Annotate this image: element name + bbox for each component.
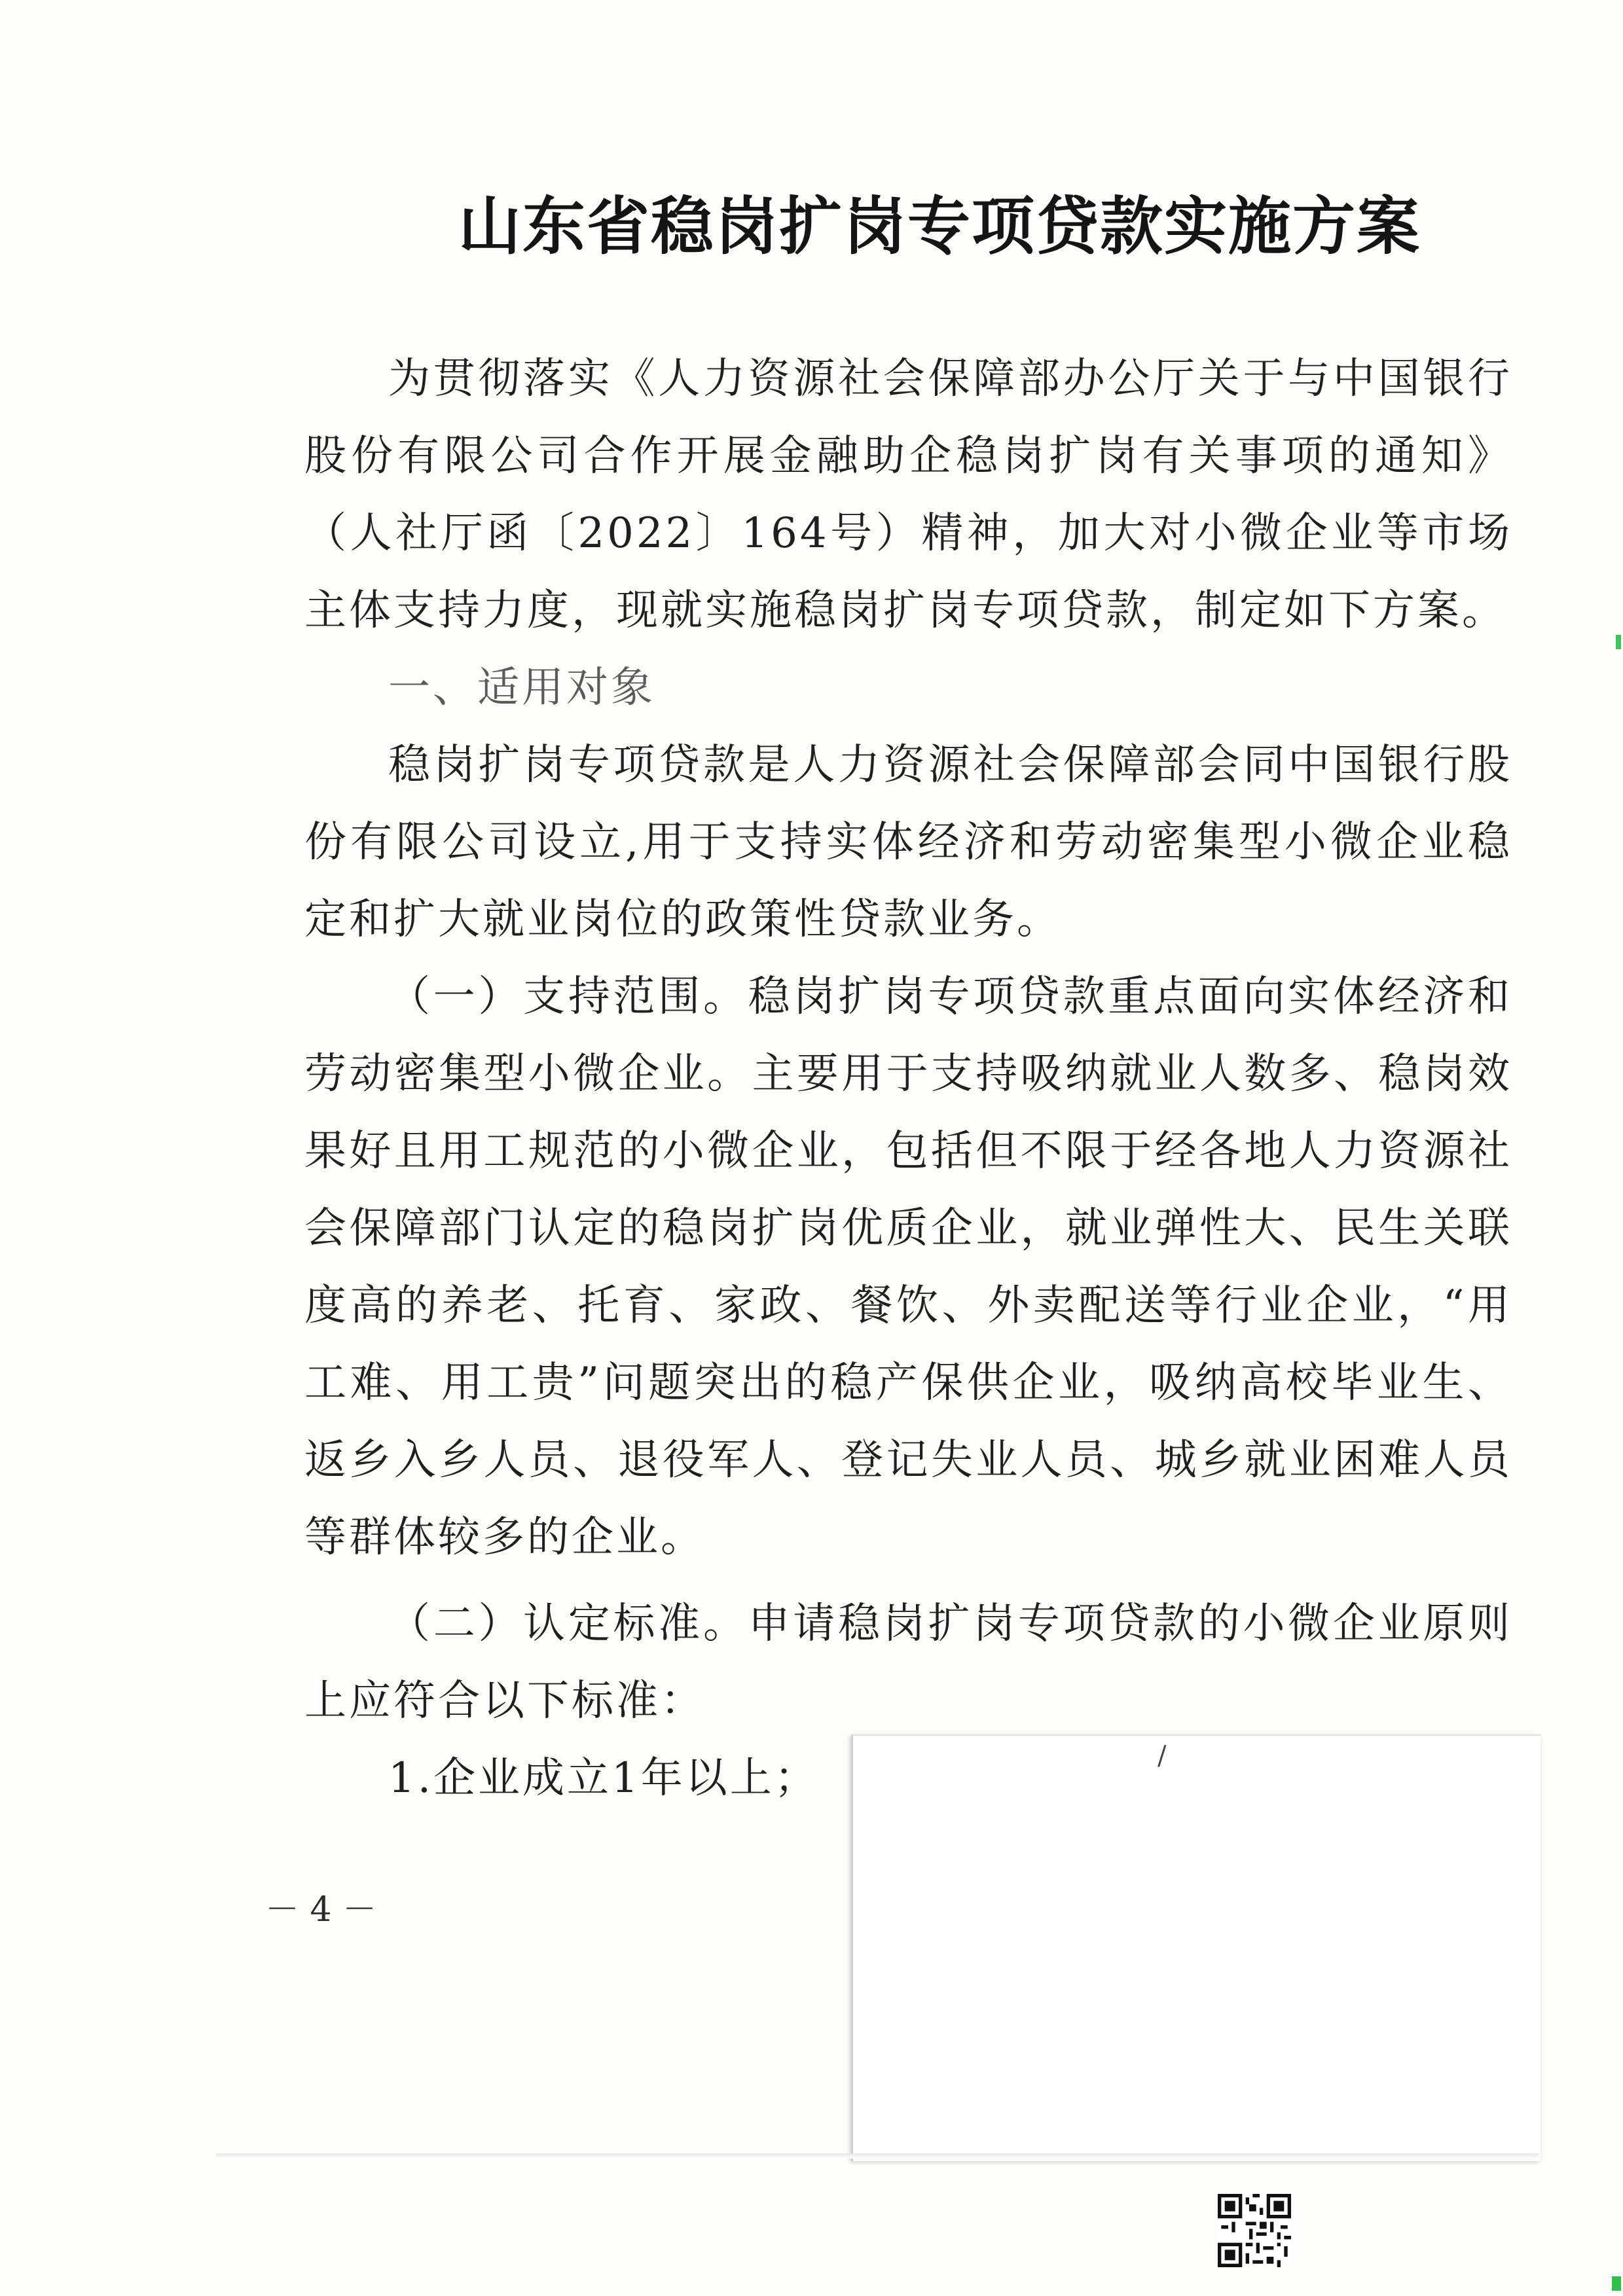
section1-paragraph: 稳岗扩岗专项贷款是人力资源社会保障部会同中国银行股份有限公司设立,用于支持实体经济和劳动密集型小微企业稳定和扩大就业岗位的政策性贷款业务。	[304, 741, 1512, 944]
criteria-item-1: 1.企业成立1年以上；	[388, 1754, 819, 1803]
support-scope-paragraph: （一）支持范围。稳岗扩岗专项贷款重点面向实体经济和劳动密集型小微企业。主要用于支持吸纳就业人数多、稳岗效果好且用工规范的小微企业，包括但不限于经各地人力资源社会保障部门认定的稳岗扩岗优质企业，就业弹性大、民生关联度高的养老、托育、家政、餐饮、外卖配送等行业企业，“用工难、用工贵”问题突出的稳产保供企业，吸纳高校毕业生、返乡入乡人员、退役军人、登记失业人员、城乡就业困难人员等群体较多的企业。	[304, 973, 1512, 1562]
criteria-paragraph: （二）认定标准。申请稳岗扩岗专项贷款的小微企业原则上应符合以下标准：	[304, 1600, 1512, 1725]
page-number: － 4 －	[265, 1890, 377, 1929]
corner-scan-mark	[1612, 2276, 1621, 2291]
document-body	[304, 340, 1512, 1817]
edge-scan-mark	[1616, 635, 1621, 649]
qr-code-icon	[1218, 2194, 1291, 2267]
document-title: 山东省稳岗扩岗专项贷款实施方案	[458, 189, 1421, 263]
intro-paragraph: 为贯彻落实《人力资源社会保障部办公厅关于与中国银行股份有限公司合作开展金融助企稳岗扩岗有关事项的通知》（人社厅函〔2022〕164号）精神，加大对小微企业等市场主体支持力度，现就实施稳岗扩岗专项贷款，制定如下方案。	[304, 355, 1512, 635]
scan-shadow-line	[216, 2153, 1539, 2159]
section-heading-applicable-objects: 一、适用对象	[388, 664, 655, 712]
patch-stray-mark: /	[1158, 1741, 1167, 1771]
pasted-blank-patch	[851, 1734, 1541, 2161]
